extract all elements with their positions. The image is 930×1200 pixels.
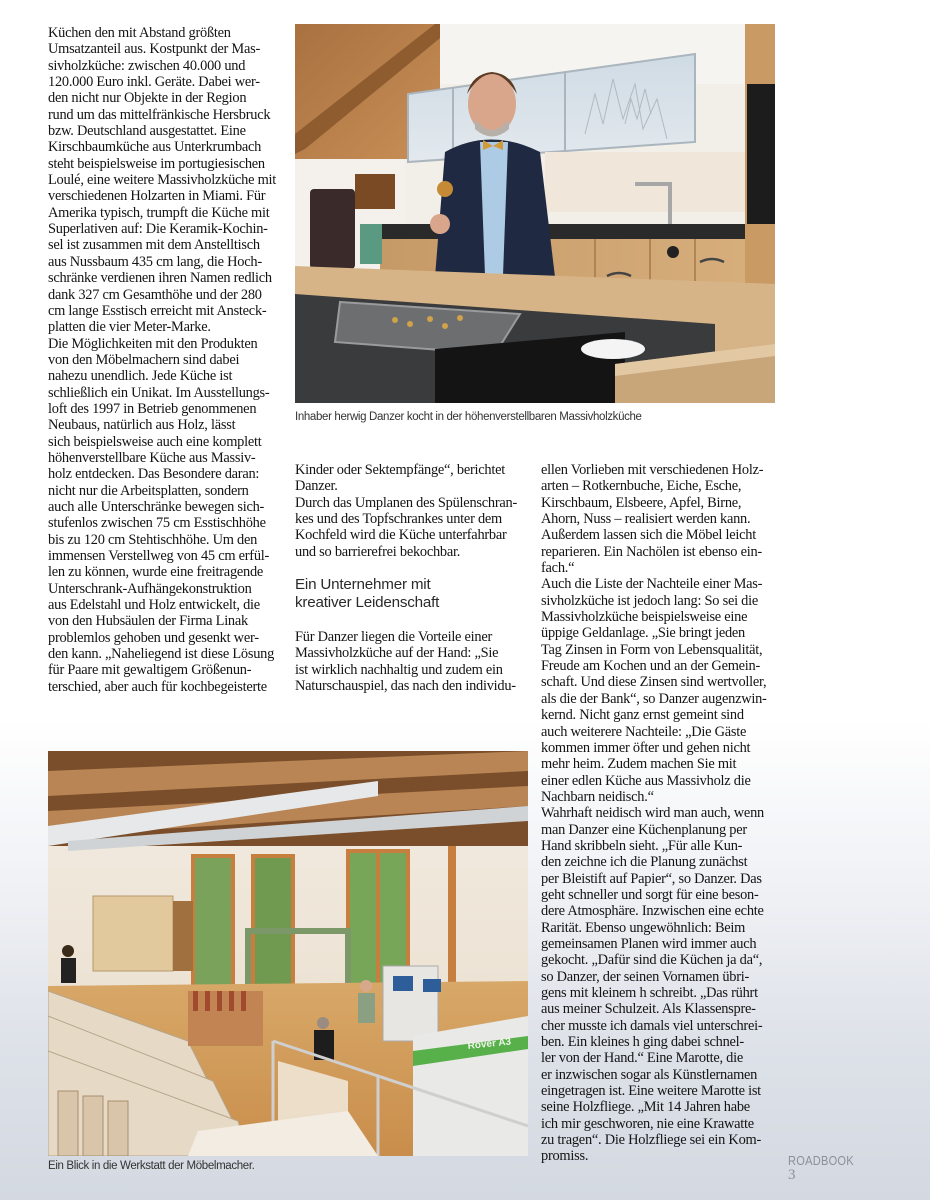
text-line: so Danzer, der seinen Vornamen übri- bbox=[541, 968, 750, 985]
text-line: Küchen den mit Abstand größten bbox=[48, 25, 231, 41]
text-line: len zu können, wurde eine freitragende bbox=[48, 564, 264, 581]
text-line: Neubaus, natürlich aus Holz, lässt bbox=[48, 417, 236, 434]
text-line: Freude am Kochen und an der Gemein- bbox=[541, 658, 761, 675]
text-line: Nachbarn neidisch.“ bbox=[541, 788, 654, 805]
text-line: Kinder oder Sektempfänge“, berichtet bbox=[295, 462, 505, 478]
subheading-line: Ein Unternehmer mit bbox=[295, 576, 431, 594]
column-2-paragraphs-after bbox=[295, 629, 530, 694]
article-column-2 bbox=[295, 462, 530, 694]
kitchen-photo bbox=[295, 24, 775, 403]
text-line: reparieren. Ein Nachölen ist ebenso ein- bbox=[541, 543, 762, 560]
text-line: promiss. bbox=[541, 1148, 589, 1165]
text-line: kommen immer öfter und gehen nicht bbox=[541, 739, 751, 756]
text-line: 120.000 Euro inkl. Geräte. Dabei wer- bbox=[48, 74, 260, 91]
text-line: er inzwischen sogar als Künstlernamen bbox=[541, 1066, 758, 1083]
text-line: schaft. Und diese Zinsen sind wertvoller, bbox=[541, 674, 767, 691]
text-line: sivholzküche: zwischen 40.000 und bbox=[48, 57, 246, 74]
kitchen-photo-illustration bbox=[295, 24, 775, 403]
text-line: per Bleistift auf Papier“, so Danzer. Das bbox=[541, 870, 762, 887]
text-line: loft des 1997 in Betrieb genommenen bbox=[48, 400, 257, 417]
text-line: Massivholzküche auf der Hand: „Sie bbox=[295, 645, 499, 662]
text-line: problemlos gehoben und gesenkt wer- bbox=[48, 629, 259, 646]
text-line: Massivholzküche beispielsweise eine bbox=[541, 609, 748, 626]
text-line: kernd. Nicht ganz ernst gemeint sind bbox=[541, 707, 744, 724]
text-line: ben. Ein kleines h ging dabei schnel- bbox=[541, 1034, 744, 1051]
kitchen-photo-caption: Inhaber herwig Danzer kocht in der höhenverstellbaren Massivholzküche bbox=[295, 411, 642, 423]
text-line: Superlativen auf: Die Keramik-Kochin- bbox=[48, 221, 268, 238]
workshop-photo bbox=[48, 751, 528, 1156]
text-line: gens mit kleinem h schreibt. „Das rührt bbox=[541, 985, 758, 1001]
text-line: nahezu unendlich. Jede Küche ist bbox=[48, 368, 233, 385]
text-line: gekocht. „Dafür sind die Küchen ja da“, bbox=[541, 952, 763, 969]
text-line: steht beispielsweise im portugiesischen bbox=[48, 155, 265, 172]
subheading-line: kreativer Leidenschaft bbox=[295, 594, 440, 612]
text-line: man Danzer eine Küchenplanung per bbox=[541, 821, 747, 838]
text-line: als die der Bank“, so Danzer augenzwin- bbox=[541, 690, 767, 707]
article-column-3 bbox=[541, 462, 777, 1165]
text-line: nicht nur die Arbeitsplatten, sondern bbox=[48, 482, 249, 499]
text-line: höhenverstellbare Küche aus Massiv- bbox=[48, 449, 256, 466]
text-line: bzw. Deutschland ausgestattet. Eine bbox=[48, 123, 246, 140]
text-line: Hand skribbeln sieht. „Für alle Kun- bbox=[541, 837, 743, 854]
workshop-photo-caption: Ein Blick in die Werkstatt der Möbelmacher. bbox=[48, 1160, 255, 1172]
text-line: Rarität. Ebenso ungewöhnlich: Beim bbox=[541, 919, 746, 936]
workshop-photo-illustration bbox=[48, 751, 528, 1156]
text-line: auch weiterere Nachteile: „Die Gäste bbox=[541, 723, 747, 740]
column-2-paragraphs-before bbox=[295, 462, 530, 560]
text-line: mehr heim. Zudem machen Sie mit bbox=[541, 756, 737, 773]
text-line: verschiedenen Holzarten in Miami. Für bbox=[48, 188, 266, 205]
text-line: zu tragen“. Die Holzfliege sei ein Kom- bbox=[541, 1132, 762, 1149]
text-line: aus Nussbaum 435 cm lang, die Hoch- bbox=[48, 253, 262, 270]
text-line: stufenlos zwischen 75 cm Esstischhöhe bbox=[48, 515, 266, 532]
text-line: aus meiner Schulzeit. Als Klassenspre- bbox=[541, 1001, 756, 1018]
text-line: Danzer. bbox=[295, 478, 338, 495]
text-line: bis zu 120 cm Stehtischhöhe. Um den bbox=[48, 531, 258, 548]
text-line: dere Atmosphäre. Inzwischen eine echte bbox=[541, 903, 764, 920]
text-line: Amerika typisch, trumpft die Küche mit bbox=[48, 204, 270, 221]
text-line: arten – Rotkernbuche, Eiche, Esche, bbox=[541, 478, 742, 495]
text-line: Außerdem lassen sich die Möbel leicht bbox=[541, 527, 756, 544]
text-line: kes und des Topfschrankes unter dem bbox=[295, 511, 502, 528]
text-line: rund um das mittelfränkische Hersbruck bbox=[48, 106, 271, 123]
text-line: Kochfeld wird die Küche unterfahrbar bbox=[295, 527, 507, 544]
text-line: schränke verdienen ihren Namen redlich bbox=[48, 270, 272, 287]
text-line: Naturschauspiel, das nach den individu- bbox=[295, 678, 516, 695]
text-line: gemeinsamen Planen wird immer auch bbox=[541, 935, 757, 952]
text-line: Für Danzer liegen die Vorteile einer bbox=[295, 629, 493, 646]
text-line: immensen Verstellweg von 45 cm erfül- bbox=[48, 548, 270, 564]
text-line: Wahrhaft neidisch wird man auch, wenn bbox=[541, 805, 764, 822]
text-line: Umsatzanteil aus. Kostpunkt der Mas- bbox=[48, 41, 261, 58]
text-line: geht schneller und sorgt für eine beson- bbox=[541, 886, 759, 903]
text-line: cm lange Esstisch erreicht mit Ansteck- bbox=[48, 302, 267, 319]
text-line: platten die vier Meter-Marke. bbox=[48, 319, 211, 336]
text-line: und so barrierefrei bekochbar. bbox=[295, 543, 461, 560]
text-line: Kirschbaumküche aus Unterkrumbach bbox=[48, 139, 262, 156]
page-number: 3 bbox=[788, 1167, 796, 1183]
text-line: terschied, aber auch für kochbegeisterte bbox=[48, 678, 267, 695]
text-line: Unterschrank-Aufhängekonstruktion bbox=[48, 580, 252, 597]
text-line: den nicht nur Objekte in der Region bbox=[48, 90, 247, 107]
text-line: Loulé, eine weitere Massivholzküche mit bbox=[48, 172, 277, 189]
text-line: holz entdecken. Das Besondere daran: bbox=[48, 466, 260, 483]
text-line: Tag Zinsen in Form von Lebensqualität, bbox=[541, 641, 763, 658]
text-line: von den Hubsäulen der Firma Linak bbox=[48, 613, 248, 630]
text-line: sel ist zusammen mit dem Anstelltisch bbox=[48, 237, 260, 254]
text-line: aus Edelstahl und Holz entwickelt, die bbox=[48, 597, 260, 614]
text-line: seine Holzfliege. „Mit 14 Jahren habe bbox=[541, 1099, 750, 1116]
text-line: fach.“ bbox=[541, 560, 575, 577]
text-line: Auch die Liste der Nachteile einer Mas- bbox=[541, 576, 763, 593]
subheading bbox=[295, 576, 530, 612]
text-line: sivholzküche ist jedoch lang: So sei die bbox=[541, 592, 759, 609]
text-line: ellen Vorlieben mit verschiedenen Holz- bbox=[541, 462, 764, 478]
page-footer bbox=[788, 1153, 866, 1183]
text-line: für Paare mit gewaltigem Größenun- bbox=[48, 662, 252, 679]
text-line: schließlich ein Unikat. Im Ausstellungs- bbox=[48, 384, 270, 401]
text-line: üppige Geldanlage. „Sie bringt jeden bbox=[541, 625, 745, 642]
text-line: einer edlen Küche aus Massivholz die bbox=[541, 772, 751, 789]
magazine-brand: ROADBOOK bbox=[788, 1153, 854, 1168]
text-line: ist wirklich nachhaltig und zudem ein bbox=[295, 661, 503, 678]
text-line: Durch das Umplanen des Spülenschran- bbox=[295, 494, 517, 511]
machine-label: Rover A3 bbox=[467, 1036, 512, 1052]
text-line: den zeichne ich die Planung zunächst bbox=[541, 854, 748, 871]
text-line: den kann. „Naheliegend ist diese Lösung bbox=[48, 646, 275, 663]
text-line: auch alle Unterschränke bewegen sich- bbox=[48, 498, 265, 515]
text-line: dank 327 cm Gesamthöhe und der 280 bbox=[48, 286, 262, 303]
text-line: von den Möbelmachern sind dabei bbox=[48, 351, 240, 368]
article-column-1 bbox=[48, 25, 283, 695]
text-line: Ahorn, Nuss – realisiert werden kann. bbox=[541, 511, 751, 528]
text-line: eingetragen ist. Eine weitere Marotte ist bbox=[541, 1083, 761, 1100]
text-line: sich beispielsweise auch eine komplett bbox=[48, 433, 262, 450]
text-line: ich mir geschworen, nie eine Krawatte bbox=[541, 1115, 754, 1132]
text-line: Kirschbaum, Elsbeere, Apfel, Birne, bbox=[541, 494, 742, 511]
text-line: ler von der Hand.“ Eine Marotte, die bbox=[541, 1050, 743, 1067]
text-line: Die Möglichkeiten mit den Produkten bbox=[48, 335, 258, 352]
text-line: cher musste ich damals viel unterschrei- bbox=[541, 1017, 763, 1034]
